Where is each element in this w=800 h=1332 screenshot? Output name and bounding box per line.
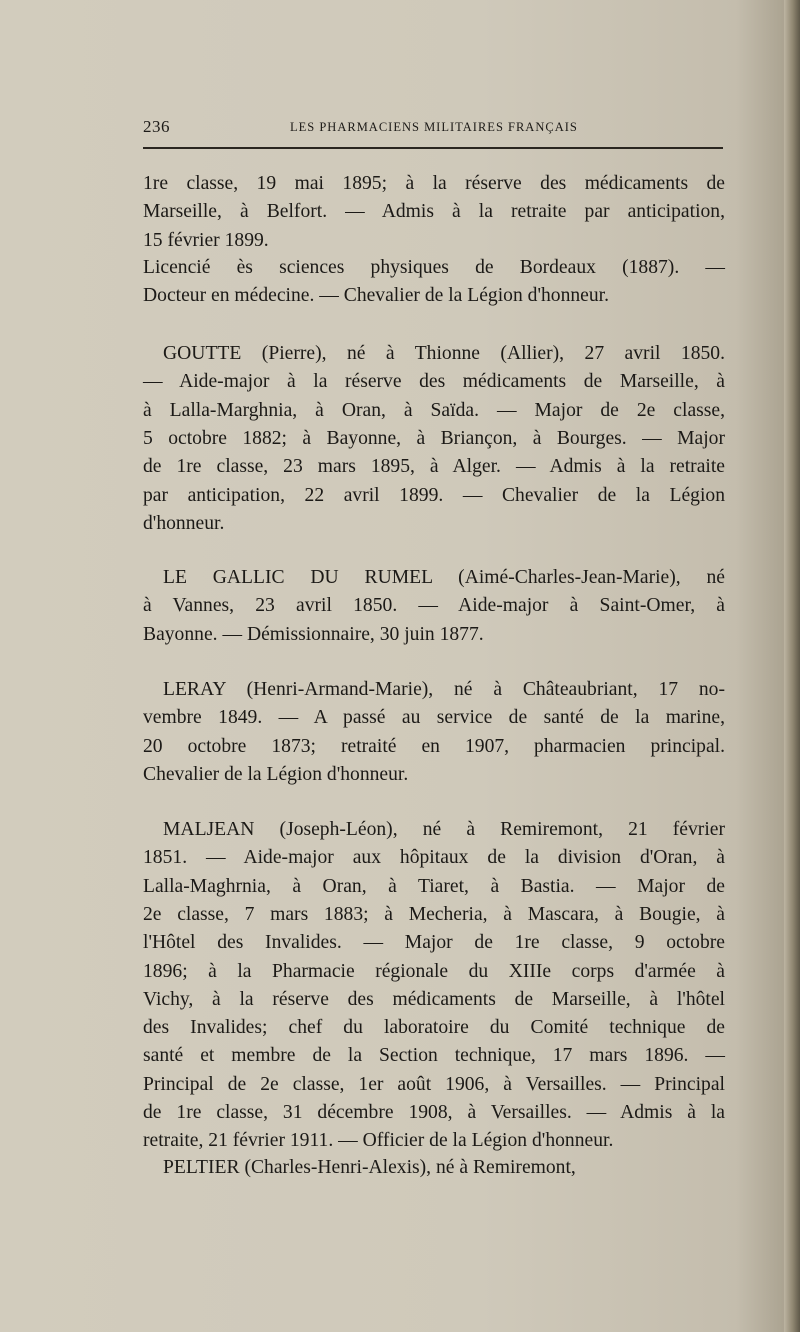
- text-line: Chevalier de la Légion d'honneur.: [143, 763, 409, 785]
- text-line: PELTIER (Charles-Henri-Alexis), né à Remiremont,: [163, 1157, 576, 1178]
- text-line: à Lalla-Marghnia, à Oran, à Saïda. — Major de 2e classe,: [143, 399, 725, 421]
- text-line: des Invalides; chef du laboratoire du Comité technique de: [143, 1017, 725, 1039]
- text-line: par anticipation, 22 avril 1899. — Chevalier de la Légion: [143, 484, 725, 506]
- text-line: MALJEAN (Joseph-Léon), né à Remiremont, 21 février: [163, 819, 725, 840]
- text-line: à Vannes, 23 avril 1850. — Aide-major à Saint-Omer, à: [143, 595, 725, 617]
- text-line: Principal de 2e classe, 1er août 1906, à Versailles. — Principal: [143, 1073, 725, 1095]
- page-header: [143, 117, 723, 143]
- text-line: de 1re classe, 23 mars 1895, à Alger. — Admis à la retraite: [143, 456, 725, 478]
- text-line: 15 février 1899.: [143, 229, 269, 251]
- page-number: 236: [143, 117, 170, 136]
- text-line: Docteur en médecine. — Chevalier de la Légion d'honneur.: [143, 285, 609, 307]
- text-line: de 1re classe, 31 décembre 1908, à Versailles. — Admis à la: [143, 1102, 725, 1123]
- text-line: 1896; à la Pharmacie régionale du XIIIe corps d'armée à: [143, 960, 725, 982]
- text-line: LE GALLIC DU RUMEL (Aimé-Charles-Jean-Marie), né: [163, 567, 725, 588]
- text-line: retraite, 21 février 1911. — Officier de la Légion d'honneur.: [143, 1130, 614, 1152]
- text-line: 2e classe, 7 mars 1883; à Mecheria, à Mascara, à Bougie, à: [143, 903, 725, 925]
- text-line: Lalla-Maghrnia, à Oran, à Tiaret, à Bastia. — Major de: [143, 875, 725, 897]
- text-line: 1851. — Aide-major aux hôpitaux de la division d'Oran, à: [143, 847, 725, 869]
- text-line: LERAY (Henri-Armand-Marie), né à Châteaubriant, 17 no-: [163, 679, 725, 700]
- page-edge-shadow: [784, 0, 800, 1332]
- text-line: d'honneur.: [143, 512, 225, 534]
- text-line: 1re classe, 19 mai 1895; à la réserve des médicaments de: [143, 173, 725, 194]
- text-line: GOUTTE (Pierre), né à Thionne (Allier), 27 avril 1850.: [163, 343, 725, 364]
- text-line: l'Hôtel des Invalides. — Major de 1re classe, 9 octobre: [143, 932, 725, 954]
- text-line: Vichy, à la réserve des médicaments de Marseille, à l'hôtel: [143, 988, 725, 1010]
- text-line: 20 octobre 1873; retraité en 1907, pharmacien principal.: [143, 735, 725, 757]
- text-line: 5 octobre 1882; à Bayonne, à Briançon, à Bourges. — Major: [143, 427, 725, 449]
- text-line: vembre 1849. — A passé au service de santé de la marine,: [143, 707, 725, 729]
- running-title: LES PHARMACIENS MILITAIRES FRANÇAIS: [290, 120, 578, 134]
- text-line: — Aide-major à la réserve des médicaments de Marseille, à: [143, 371, 725, 393]
- text-line: santé et membre de la Section technique, 17 mars 1896. —: [143, 1045, 725, 1067]
- text-line: Licencié ès sciences physiques de Bordeaux (1887). —: [143, 257, 725, 278]
- header-rule: [143, 147, 723, 149]
- text-line: Marseille, à Belfort. — Admis à la retraite par anticipation,: [143, 201, 725, 223]
- text-line: Bayonne. — Démissionnaire, 30 juin 1877.: [143, 623, 484, 645]
